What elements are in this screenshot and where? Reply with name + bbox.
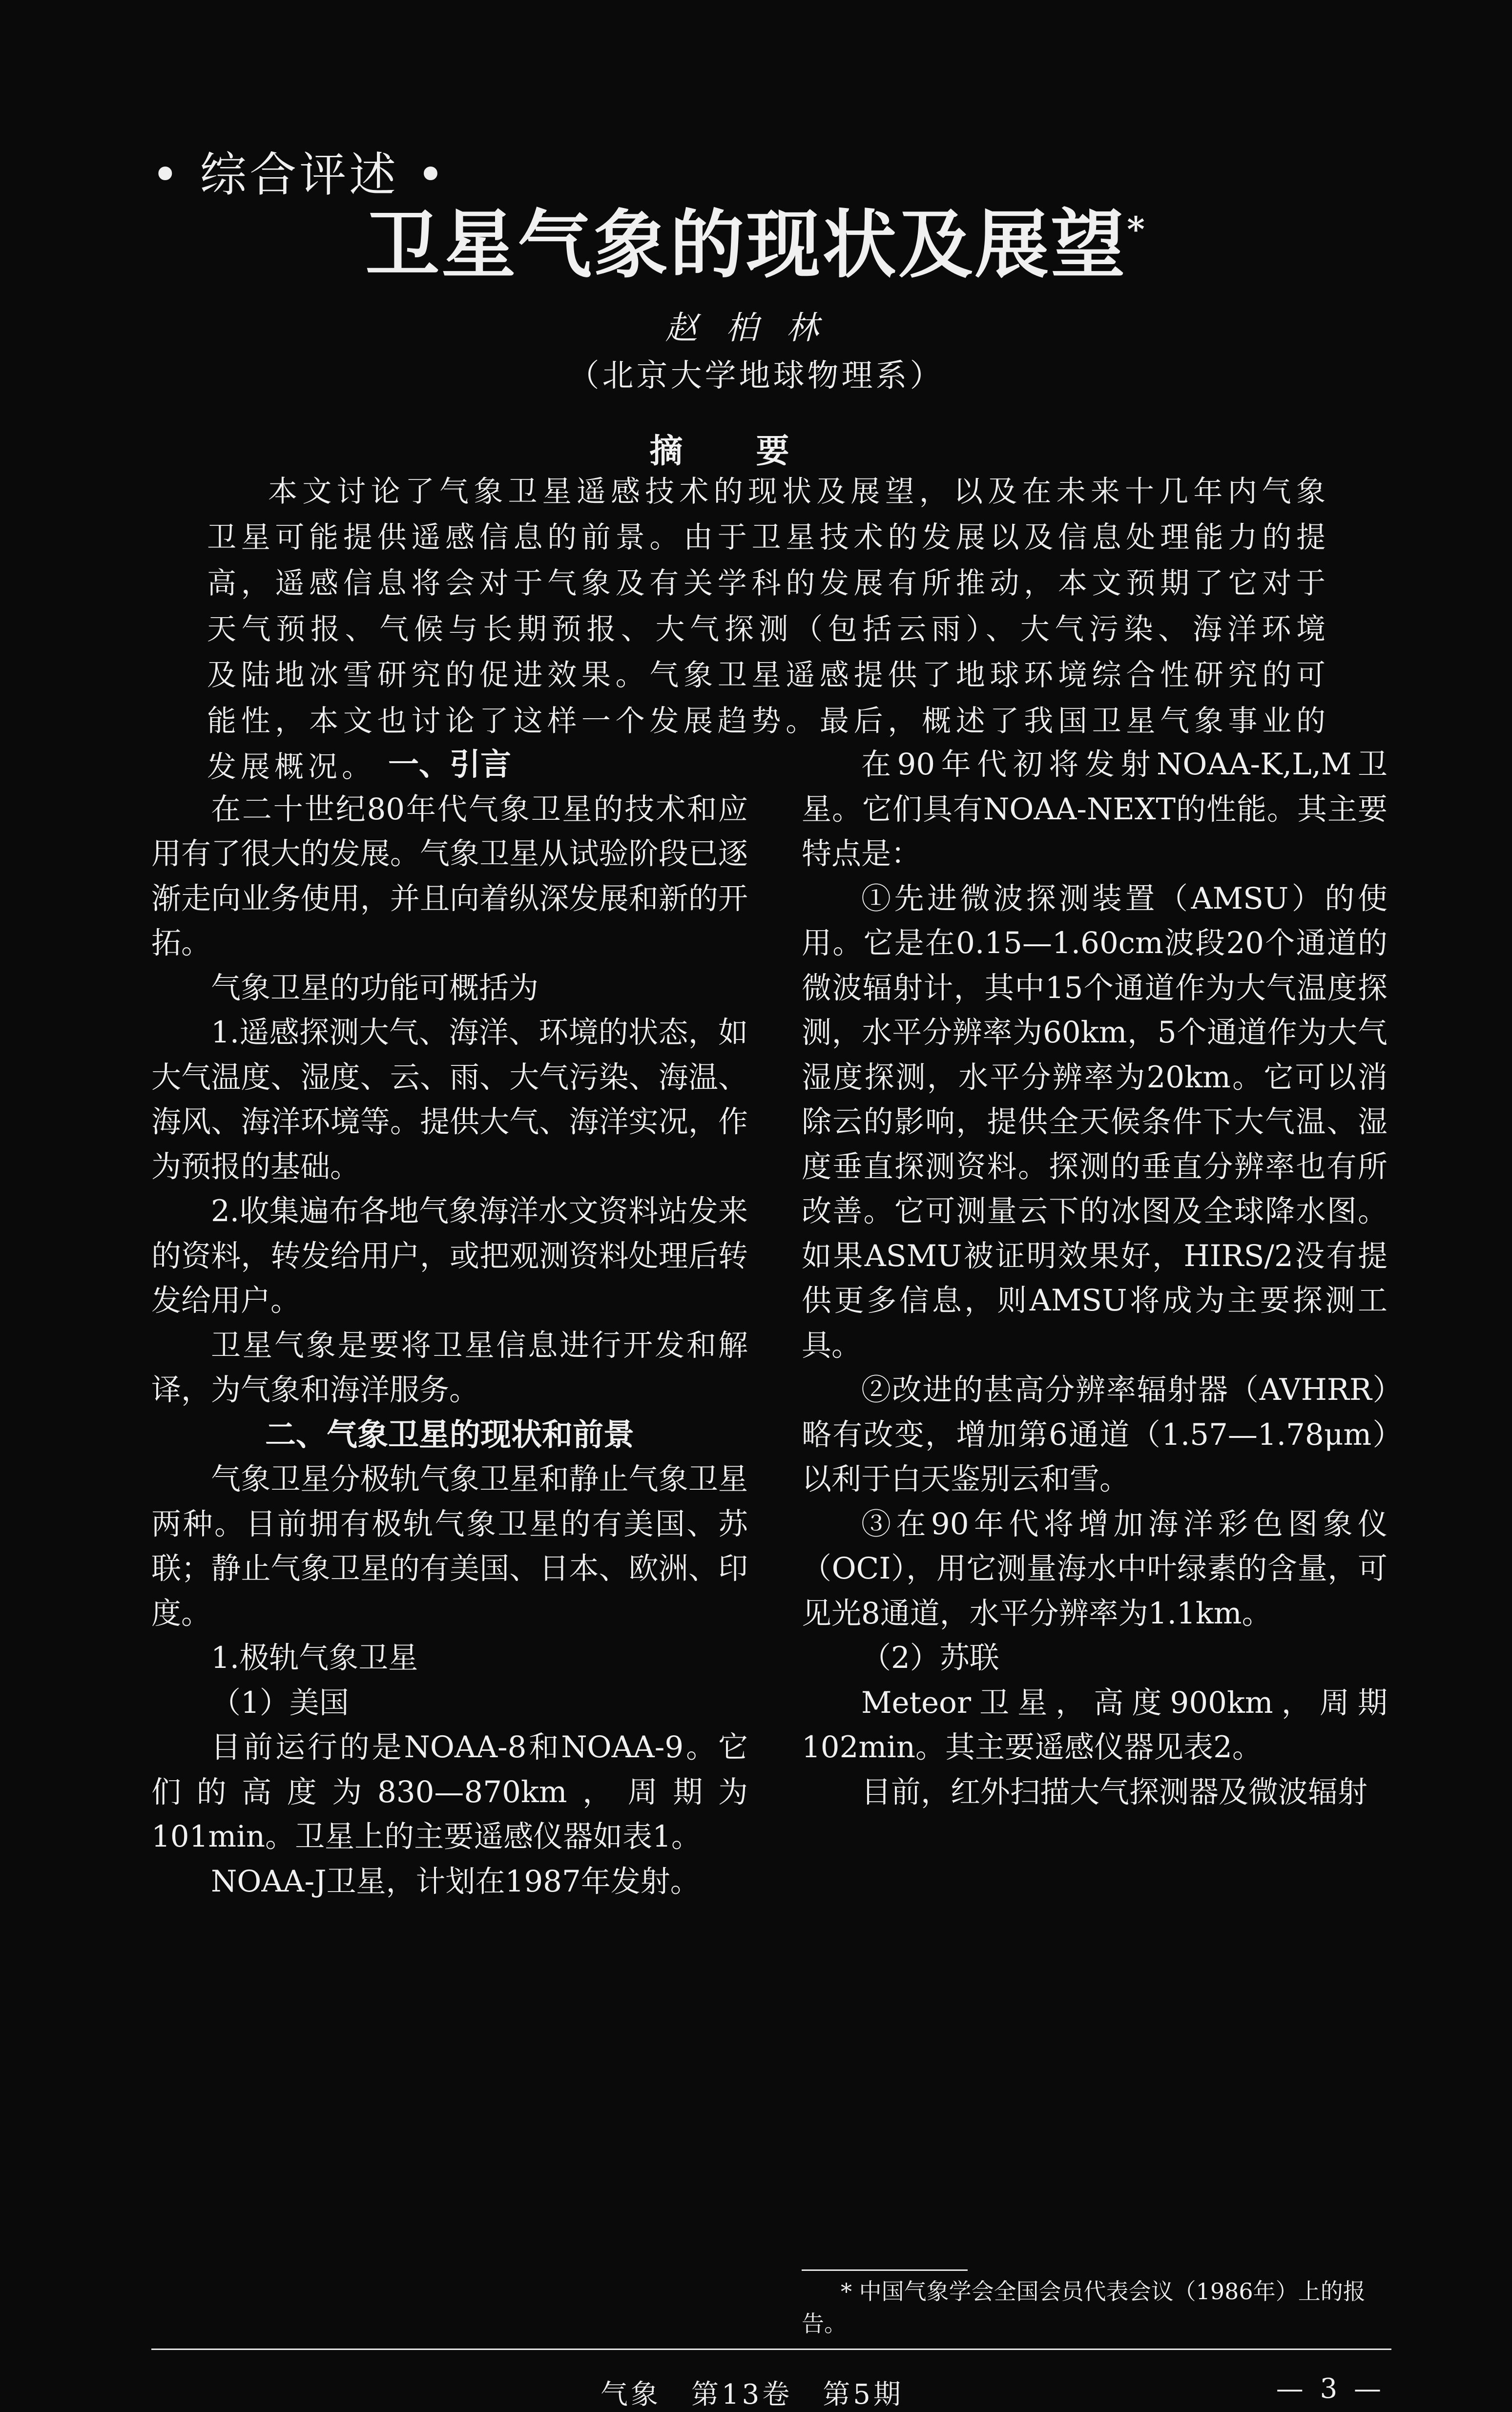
- paragraph: 卫星气象是要将卫星信息进行开发和解译，为气象和海洋服务。: [151, 1328, 748, 1407]
- paragraph: NOAA-J卫星，计划在1987年发射。: [211, 1864, 700, 1899]
- footnote: [802, 2275, 1392, 2340]
- paragraph: （2）苏联: [861, 1641, 999, 1675]
- author: 赵柏林: [665, 309, 847, 347]
- section-heading: 一、引言: [388, 746, 511, 782]
- paragraph: 在二十世纪80年代气象卫星的技术和应用有了很大的发展。气象卫星从试验阶段已逐渐走向业务使用，并且向着纵深发展和新的开拓。: [151, 791, 748, 960]
- footer-divider: [151, 2349, 1391, 2350]
- paragraph: 在90年代初将发射NOAA-K,L,M卫星。它们具有NOAA-NEXT的性能。其主要特点是：: [802, 747, 1388, 871]
- journal-info: 气象 第13卷 第5期: [601, 2379, 904, 2411]
- footnote-divider: [802, 2269, 968, 2271]
- right-column: [802, 742, 1388, 1814]
- paragraph: 目前，红外扫描大气探测器及微波辐射: [861, 1774, 1368, 1809]
- paragraph: 气象卫星分极轨气象卫星和静止气象卫星两种。目前拥有极轨气象卫星的有美国、苏联；静止气象卫星的有美国、日本、欧洲、印度。: [151, 1462, 748, 1631]
- paragraph: 1.遥感探测大气、海洋、环境的状态，如大气温度、湿度、云、雨、大气污染、海温、海风、海洋环境等。提供大气、海洋实况，作为预报的基础。: [151, 1015, 748, 1184]
- page-title: [0, 186, 1512, 292]
- paragraph: ②改进的甚高分辨率辐射器（AVHRR）略有改变，增加第6通道（1.57—1.78μm）以利于白天鉴别云和雪。: [802, 1372, 1388, 1497]
- paragraph: 气象卫星的功能可概括为: [211, 970, 539, 1005]
- footnote-text: * 中国气象学会全国会员代表会议（1986年）上的报告。: [802, 2278, 1366, 2337]
- left-column: [151, 742, 748, 1904]
- title-footnote-mark: *: [1127, 209, 1147, 250]
- abstract-text: 本文讨论了气象卫星遥感技术的现状及展望，以及在未来十几年内气象卫星可能提供遥感信息的前景。由于卫星技术的发展以及信息处理能力的提高，遥感信息将会对于气象及有关学科的发展有所推动，本文预期了它对于天气预报、气候与长期预报、大气探测（包括云雨）、大气污染、海洋环境及陆地冰雪研究的促进效果。气象卫星遥感提供了地球环境综合性研究的可能性，本文也讨论了这样一个发展趋势。最后，概述了我国卫星气象事业的发展概况。: [207, 475, 1330, 784]
- paragraph: （1）美国: [211, 1685, 349, 1720]
- title-text: 卫星气象的现状及展望: [365, 201, 1127, 288]
- paragraph: ③在90年代将增加海洋彩色图象仪（OCI），用它测量海水中叶绿素的含量，可见光8通道，水平分辨率为1.1km。: [802, 1506, 1388, 1631]
- paragraph: Meteor卫星，高度900km，周期102min。其主要遥感仪器见表2。: [802, 1685, 1388, 1765]
- section-tag: • 综合评述 •: [151, 147, 448, 202]
- page-number: — 3 —: [1276, 2373, 1385, 2405]
- paragraph: 1.极轨气象卫星: [211, 1641, 418, 1675]
- affiliation: （北京大学地球物理系）: [568, 358, 944, 394]
- paragraph: ①先进微波探测装置（AMSU）的使用。它是在0.15—1.60cm波段20个通道的微波辐射计，其中15个通道作为大气温度探测，水平分辨率为60km，5个通道作为大气湿度探测，水平分辨率为20km。它可以消除云的影响，提供全天候条件下大气温、湿度垂直探测资料。探测的垂直分辨率也有所改善。它可测量云下的冰图及全球降水图。如果ASMU被证明效果好，HIRS/2没有提供更多信息，则AMSU将成为主要探测工具。: [802, 881, 1388, 1363]
- section-heading: 二、气象卫星的现状和前景: [265, 1416, 634, 1453]
- paragraph: 2.收集遍布各地气象海洋水文资料站发来的资料，转发给用户，或把观测资料处理后转发给用户。: [151, 1194, 748, 1318]
- abstract-heading: 摘要: [649, 432, 863, 471]
- paragraph: 目前运行的是NOAA-8和NOAA-9。它们的高度为830—870km，周期为101min。卫星上的主要遥感仪器如表1。: [151, 1730, 748, 1854]
